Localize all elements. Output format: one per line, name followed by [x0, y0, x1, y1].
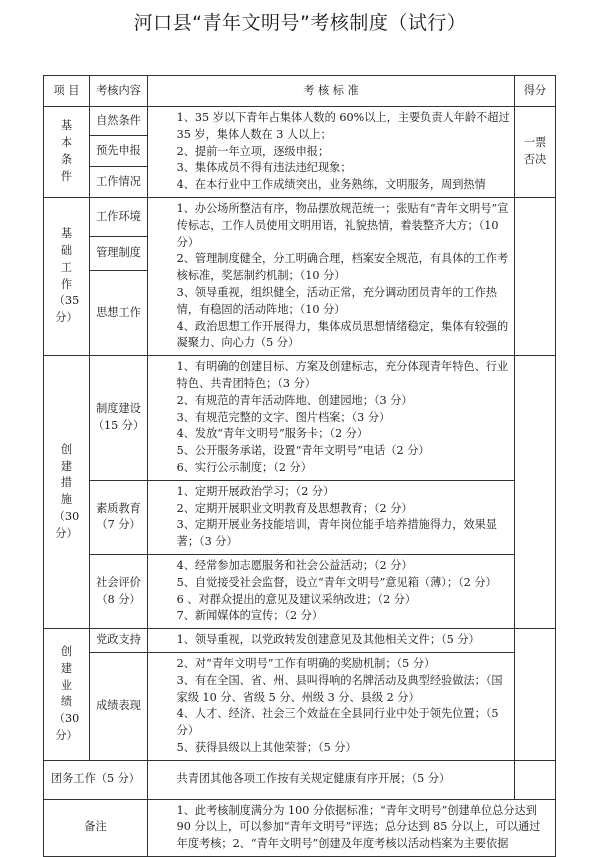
sub-quality-education: 素质教育 （7 分）	[90, 480, 148, 554]
league-work-standard: 共青团其他各项工作按有关规定健康有序开展；（5 分）	[148, 760, 515, 799]
sub-work-environment: 工作环境	[90, 197, 148, 236]
score-league-work	[515, 760, 556, 799]
standards-foundation: 1、办公场所整洁有序，物品摆放规范统一；张贴有“青年文明号”宣传标志，工作人员使用文明用语，礼貌热情，着装整齐大方；（10 分） 2、管理制度健全，分工明确合理，档案安全规范，有具体的工作考核标准，奖惩制约机制；（10 分） 3、领导重视，组织健全，活动正常，充分调动团员青年的工作热情，有稳固的活动阵地；（10 分） 4、政治思想工作开展得力，集体成员思想情绪稳定，集体有较强的凝聚力、向心力（5 分）	[148, 197, 515, 355]
table-row	[44, 629, 556, 653]
score-creation-achievements	[515, 629, 556, 761]
table-row	[44, 554, 556, 628]
notes-label: 备注	[44, 799, 148, 856]
standards-system-building: 1、有明确的创建目标、方案及创建标志，充分体现青年特色、行业特色、共青团特色；（3 分） 2、有规范的青年活动阵地、创建园地；（3 分） 3、有规范完整的文字、图片档案；（3 分） 4、发放“青年文明号”服务卡；（2 分） 5、公开服务承诺，设置“青年文明号”电话（2 分） 6、实行公示制度；（2 分）	[148, 356, 515, 481]
table-row	[44, 799, 556, 856]
assessment-table	[43, 75, 556, 857]
table-row	[44, 107, 556, 136]
sub-natural-conditions: 自然条件	[90, 107, 148, 136]
score-foundation	[515, 197, 556, 355]
section-creation-measures: 创 建 措 施 （30 分）	[44, 356, 90, 629]
section-basic-conditions: 基 本 条 件	[44, 107, 90, 198]
header-standard: 考 核 标 准	[148, 76, 515, 107]
score-creation-measures	[515, 356, 556, 629]
standards-party-support: 1、领导重视，以党政转发创建意见及其他相关文件；（5 分）	[148, 629, 515, 653]
table-row	[44, 480, 556, 554]
standards-basic: 1、35 岁以下青年占集体人数的 60%以上，主要负责人年龄不超过 35 岁，集体人数在 3 人以上； 2、提前一年立项，逐级申报； 3、集体成员不得有违法违纪现象； 4、在本行业中工作成绩突出，业务熟练，文明服务，周到热情	[148, 107, 515, 198]
header-project: 项 目	[44, 76, 90, 107]
table-row	[44, 760, 556, 799]
standards-performance: 2、对“青年文明号”工作有明确的奖励机制；（5 分） 3、有在全国、省、州、县叫得响的名牌活动及典型经验做法；（国家级 10 分、省级 5 分、州级 3 分、县级 2 分） 4、人才、经济、社会三个效益在全县同行业中处于领先位置；（5 分） 5、获得县级以上其他荣誉；（5 分）	[148, 652, 515, 760]
sub-work-status: 工作情况	[90, 166, 148, 197]
header-content: 考核内容	[90, 76, 148, 107]
table-header-row	[44, 76, 556, 107]
sub-social-evaluation: 社会评价 （8 分）	[90, 554, 148, 628]
table-row	[44, 652, 556, 760]
standards-quality-education: 1、定期开展政治学习；（2 分） 2、定期开展职业文明教育及思想教育；（2 分） 3、定期开展业务技能培训，青年岗位能手培养措施得力，效果显著；（3 分）	[148, 480, 515, 554]
header-score: 得分	[515, 76, 556, 107]
section-creation-achievements: 创 建 业 绩 （30 分）	[44, 629, 90, 761]
sub-management-system: 管理制度	[90, 237, 148, 271]
sub-pre-application: 预先申报	[90, 135, 148, 166]
sub-ideological-work: 思想工作	[90, 271, 148, 356]
notes-text: 1、此考核制度满分为 100 分依据标准；“青年文明号”创建单位总分达到 90 分以上，可以参加“青年文明号”评选；总分达到 85 分以上，可以通过年度考核；2、“青年文明号”创建及年度考核以活动档案为主要依据	[148, 799, 556, 856]
sub-performance: 成绩表现	[90, 652, 148, 760]
page-title: 河口县“青年文明号”考核制度（试行）	[133, 12, 467, 34]
standards-social-evaluation: 4、经常参加志愿服务和社会公益活动；（2 分） 5、自觉接受社会监督，设立“青年文明号”意见箱（薄）；（2 分） 6 、对群众提出的意见及建议采纳改进；（2 分） 7、新闻媒体的宣传；（2 分）	[148, 554, 515, 628]
score-veto: 一票 否决	[515, 107, 556, 198]
table-row	[44, 356, 556, 481]
sub-system-building: 制度建设 （15 分）	[90, 356, 148, 481]
section-foundation-work: 基 础 工 作 （35 分）	[44, 197, 90, 355]
sub-party-support: 党政支持	[90, 629, 148, 653]
table-row	[44, 197, 556, 236]
league-work-label: 团务工作（5 分）	[44, 760, 148, 799]
